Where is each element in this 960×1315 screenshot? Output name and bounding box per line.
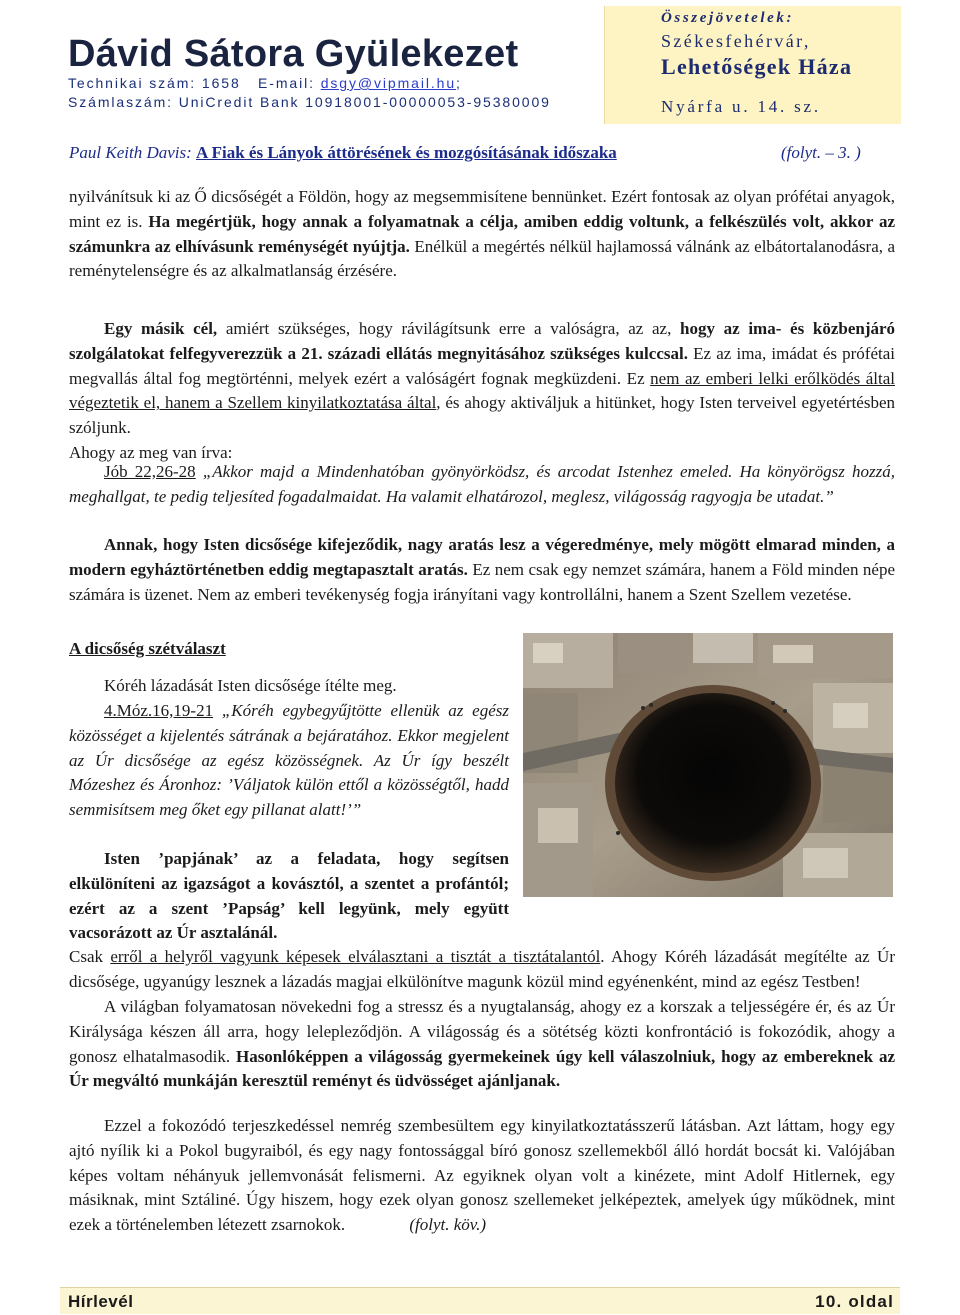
verse-job-ref: Jób 22,26-28	[104, 462, 196, 481]
verse-job	[69, 460, 895, 510]
page-header	[60, 6, 900, 124]
p1-text-a: nyilvánítsuk ki az Ő dicsőségét a Földön, hogy az megsemmisítene bennünket. Ezért fontosak az olyan prófétai anyagok, mint ez is.	[69, 187, 895, 231]
tax-and-email-line	[68, 74, 628, 93]
p2-text-e: nem az emberi lelki erőlködés által végeztetik el, hanem a Szellem kinyilatkoztatása által	[69, 368, 895, 413]
header-church-info	[68, 34, 628, 112]
title-continuation: (folyt. – 3. )	[781, 143, 861, 162]
p2-text-g: Ahogy az meg van írva:	[69, 442, 233, 462]
section-lead-text: Kóréh lázadását Isten dicsősége ítélte meg.	[104, 676, 397, 695]
paragraph-2	[69, 317, 895, 466]
p3-text-a: Annak, hogy Isten dicsősége kifejeződik, nagy aratás lesz a végeredménye, mely mögött elmarad minden, a modern egyháztörténetben eddig megtapasztalt aratás.	[69, 535, 895, 579]
p2-text-d: Ez az ima, imádat és prófétai megvallás által fog megtörténni, melyek ezért a valóságért fognak megküzdeni. Ez	[69, 343, 895, 388]
paragraph-4a	[69, 847, 509, 946]
meeting-venue: Lehetőségek Háza	[661, 54, 853, 79]
p2-text-b: amiért szükséges, hogy rávilágítsunk erre a valóságra, az az,	[225, 319, 672, 338]
p1-text-b: Ha megértjük, hogy annak a folyamatnak a célja, amiben eddig voltunk, a felkészülés volt, akkor az számunkra az elhívásunk reménységét nyújtja.	[69, 211, 896, 256]
email-link[interactable]: dsgy@vipmail.hu	[320, 75, 456, 91]
p2-text-c: hogy az ima- és közbenjáró szolgálatokat felfegyverezzük a 21. századi ellátás megnyitásához szükséges kulccsal.	[69, 319, 896, 363]
paragraph-3	[69, 533, 895, 607]
p4-text-b: Csak	[69, 947, 103, 966]
sinkhole-photo	[523, 633, 893, 897]
verse-numbers	[69, 699, 509, 823]
meeting-city: Székesfehérvár,	[661, 31, 811, 51]
bank-account: Számlaszám: UniCredit Bank 10918001-00000053-95380009	[68, 94, 551, 110]
verse-job-text: „Akkor majd a Mindenhatóban gyönyörködsz, és arcodat Istenhez emeled. Ha könyörögsz hozzá, meghallgat, te pedig teljesíted fogadalmaidat. Ha valamit elhatározol, meglesz, világosság ragyogja be utadat.”	[69, 462, 895, 506]
email-suffix: ;	[456, 75, 462, 91]
p4-text-a: Isten ’papjának’ az a feladata, hogy segítsen elkülöníteni az igazságot a kovásztól, a szentet a profántól; ezért az a szent ’Papság’ kell legyünk, mely együtt vacsorázott az Úr asztalánál.	[69, 849, 509, 943]
tax-number: Technikai szám: 1658	[68, 75, 241, 91]
page-number: 10. oldal	[815, 1292, 894, 1311]
section-lead	[69, 674, 509, 699]
paragraph-6	[69, 1114, 895, 1238]
p5-text-a: A világban folyamatosan növekedni fog a stressz és a nyugtalanság, ahogy ez a korszak a teljességére ér, és az Úr Királysága készen áll arra, hogy lelepleződjön. A világosság és a sötétség közti konfrontáció is fokozódik, ahogy a gonosz elhatalmasodik.	[69, 997, 895, 1066]
section-heading: A dicsőség szétválaszt	[69, 639, 226, 658]
p2-text-a: Egy másik cél,	[104, 319, 218, 338]
p4-text-d: . Ahogy Kóréh lázadását megítélte az Úr dicsősége, ugyanúgy lesznek a lázadás magjai elkülönítve magunk közül mind egyénenként, mind az egész Testben!	[69, 947, 895, 991]
paragraph-5	[69, 995, 895, 1094]
meeting-info-box	[604, 6, 901, 124]
email-label: E-mail:	[258, 75, 315, 91]
p4-text-c: erről a helyről vagyunk képesek elválasztani a tisztát a tisztátalantól	[110, 947, 601, 966]
meetings-label: Összejövetelek:	[661, 10, 795, 26]
p2-text-f: , és ahogy aktiváljuk a hitünket, hogy Isten terveivel egyetértésben szóljunk.	[69, 393, 895, 438]
verse-numbers-text: „Kóréh egybegyűjtötte ellenük az egész közösséget a kijelentés sátrának a bejáratához. Ekkor megjelent az Úr dicsősége az egész közösségnek. Az Úr így beszélt Mózeshez és Áronhoz: ’Váljatok külön ettől a közösségtől, hadd semmisítsem meg őket egy pillanat alatt!’”	[69, 701, 509, 820]
meeting-street: Nyárfa u. 14. sz.	[661, 97, 821, 116]
article-title	[69, 143, 909, 163]
article-author: Paul Keith Davis:	[69, 143, 192, 162]
continuation-note: (folyt. köv.)	[409, 1215, 486, 1235]
paragraph-1	[69, 185, 895, 284]
newsletter-label: Hírlevél	[68, 1292, 134, 1311]
paragraph-4b	[69, 945, 895, 995]
page-footer	[60, 1287, 900, 1314]
verse-numbers-ref: 4.Móz.16,19-21	[104, 701, 214, 720]
p1-text-c: Enélkül a megértés nélkül hajlamossá válnánk az elbátortalanodásra, a reménytelenségre és az alkalmatlanság érzésére.	[69, 236, 895, 281]
church-name: Dávid Sátora Gyülekezet	[68, 33, 519, 75]
p3-text-b: Ez nem csak egy nemzet számára, hanem a Föld minden népe számára is üzenet. Nem az emberi tevékenység fogja irányítani vagy kontrollálni, hanem a Szent Szellem vezetése.	[69, 559, 896, 604]
p5-text-b: Hasonlóképpen a világosság gyermekeinek úgy kell válaszolniuk, hogy az embereknek az Úr megváltó munkáján keresztül reményt és üdvösséget ajánljanak.	[69, 1046, 896, 1091]
article-title-text: A Fiak és Lányok áttörésének és mozgósításának időszaka	[196, 143, 617, 162]
p6-text-a: Ezzel a fokozódó terjeszkedéssel nemrég szembesültem egy kinyilatkoztatásszerű látásban. Azt láttam, hogy egy ajtó nyílik ki a Pokol bugyraiból, és egy nagy fontossággal bíró gonosz szellemekből álló hordát bocsát ki. Valójában képes voltam néhányuk jellemvonását felismerni. Az egyiknek olyan volt a kinézete, mint Adolf Hitlernek, egy másiknak, mint Sztáliné. Úgy hiszem, hogy ezek olyan gonosz szellemeket jelképeztek, amelyek úgy működnek, mint ezek a történelemben létezett zsarnokok.	[69, 1116, 895, 1235]
sinkhole-image	[523, 633, 893, 897]
